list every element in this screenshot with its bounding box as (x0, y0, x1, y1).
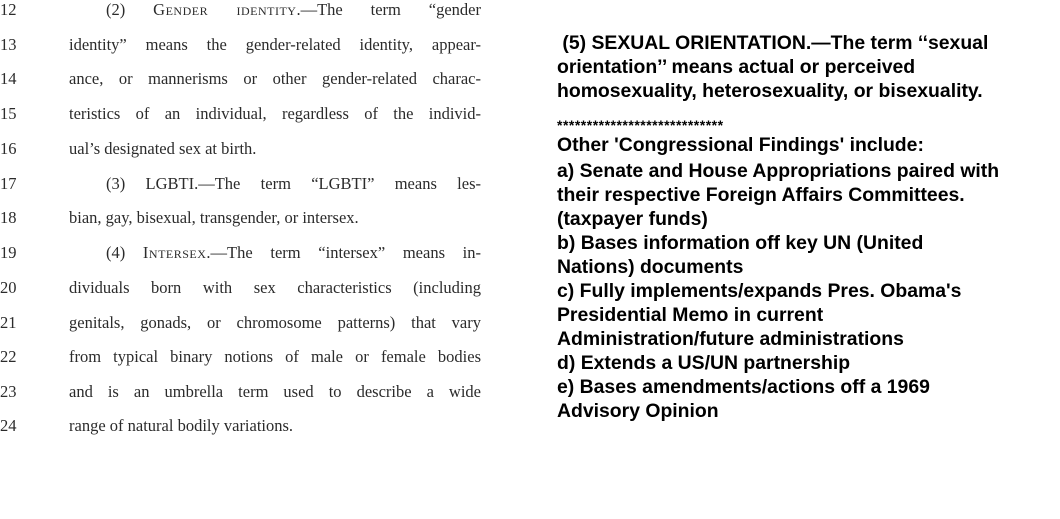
text-run: from typical binary notions of male or female bodies (69, 347, 481, 366)
bill-line (0, 139, 490, 173)
finding-line: their respective Foreign Affairs Committees. (557, 184, 965, 206)
line-number: 22 (0, 347, 17, 366)
bill-line-text (106, 243, 481, 263)
text-run: ance, or mannerisms or other gender-related charac- (69, 69, 481, 88)
text-run: .—The term “intersex” means in- (206, 243, 481, 262)
text-run: genitals, gonads, or chromosome patterns) that vary (69, 313, 481, 332)
line-number: 20 (0, 278, 17, 297)
text-run: range of natural bodily variations. (69, 416, 294, 435)
line-number: 24 (0, 416, 17, 435)
text-run: (3) LGBTI.—The term “LGBTI” means les- (106, 174, 481, 193)
line-number: 15 (0, 104, 17, 123)
bill-line (0, 35, 490, 69)
bill-line (0, 0, 490, 34)
text-run: teristics of an individual, regardless of the individ- (69, 104, 481, 123)
bill-line-text (69, 382, 481, 402)
finding-line: a) Senate and House Appropriations paired with (557, 160, 1000, 182)
bill-line-text (69, 313, 481, 333)
text-run: and is an umbrella term used to describe a wide (69, 382, 481, 401)
text-run: (4) (106, 243, 143, 262)
bill-line (0, 416, 490, 450)
definition-line: homosexuality, heterosexuality, or bisexuality. (557, 80, 983, 102)
line-number: 16 (0, 139, 17, 158)
line-number: 13 (0, 35, 17, 54)
bill-line-text (106, 174, 481, 194)
text-run: ual’s designated sex at birth. (69, 139, 257, 158)
findings-heading: Other 'Congressional Findings' include: (557, 134, 924, 156)
text-run: (2) (106, 0, 154, 19)
bill-line (0, 174, 490, 208)
bill-line (0, 347, 490, 381)
term-heading: Intersex (142, 243, 207, 262)
bill-line (0, 243, 490, 277)
finding-line: e) Bases amendments/actions off a 1969 (557, 376, 930, 398)
bill-line-text (106, 0, 481, 20)
sexual-orientation-definition (557, 31, 1052, 103)
line-number: 18 (0, 208, 17, 227)
finding-line: Administration/future administrations (557, 328, 904, 350)
line-number: 17 (0, 174, 17, 193)
finding-line: Presidential Memo in current (557, 304, 824, 326)
finding-line: (taxpayer funds) (557, 208, 708, 230)
bill-line-text (69, 416, 481, 436)
bill-line (0, 278, 490, 312)
text-run: identity” means the gender-related identity, appear- (69, 35, 481, 54)
term-heading: Gender identity (153, 0, 297, 19)
definition-line: (5) SEXUAL ORIENTATION.—The term ‘‘sexual (557, 32, 989, 54)
findings-list (557, 159, 1052, 423)
finding-line: c) Fully implements/expands Pres. Obama's (557, 280, 962, 302)
line-number: 23 (0, 382, 17, 401)
bill-line-text (69, 208, 481, 228)
text-run: bian, gay, bisexual, transgender, or intersex. (69, 208, 359, 227)
commentary-panel (557, 31, 1052, 423)
finding-line: Advisory Opinion (557, 400, 719, 422)
finding-line: Nations) documents (557, 256, 744, 278)
bill-line-text (69, 35, 481, 55)
bill-line (0, 69, 490, 103)
bill-line (0, 382, 490, 416)
line-number: 21 (0, 313, 17, 332)
bill-line-text (69, 347, 481, 367)
separator-line: **************************** (557, 117, 724, 133)
bill-line (0, 208, 490, 242)
line-number: 19 (0, 243, 17, 262)
bill-text-panel (0, 0, 500, 519)
finding-line: d) Extends a US/UN partnership (557, 352, 851, 374)
line-number: 12 (0, 0, 17, 19)
text-run: dividuals born with sex characteristics (including (69, 278, 481, 297)
bill-line-text (69, 139, 481, 159)
text-run: .—The term “gender (296, 0, 481, 19)
definition-line: orientation’’ means actual or perceived (557, 56, 916, 78)
bill-line (0, 313, 490, 347)
bill-line-text (69, 278, 481, 298)
bill-line-text (69, 69, 481, 89)
bill-line (0, 104, 490, 138)
bill-line-text (69, 104, 481, 124)
finding-line: b) Bases information off key UN (United (557, 232, 924, 254)
line-number: 14 (0, 69, 17, 88)
